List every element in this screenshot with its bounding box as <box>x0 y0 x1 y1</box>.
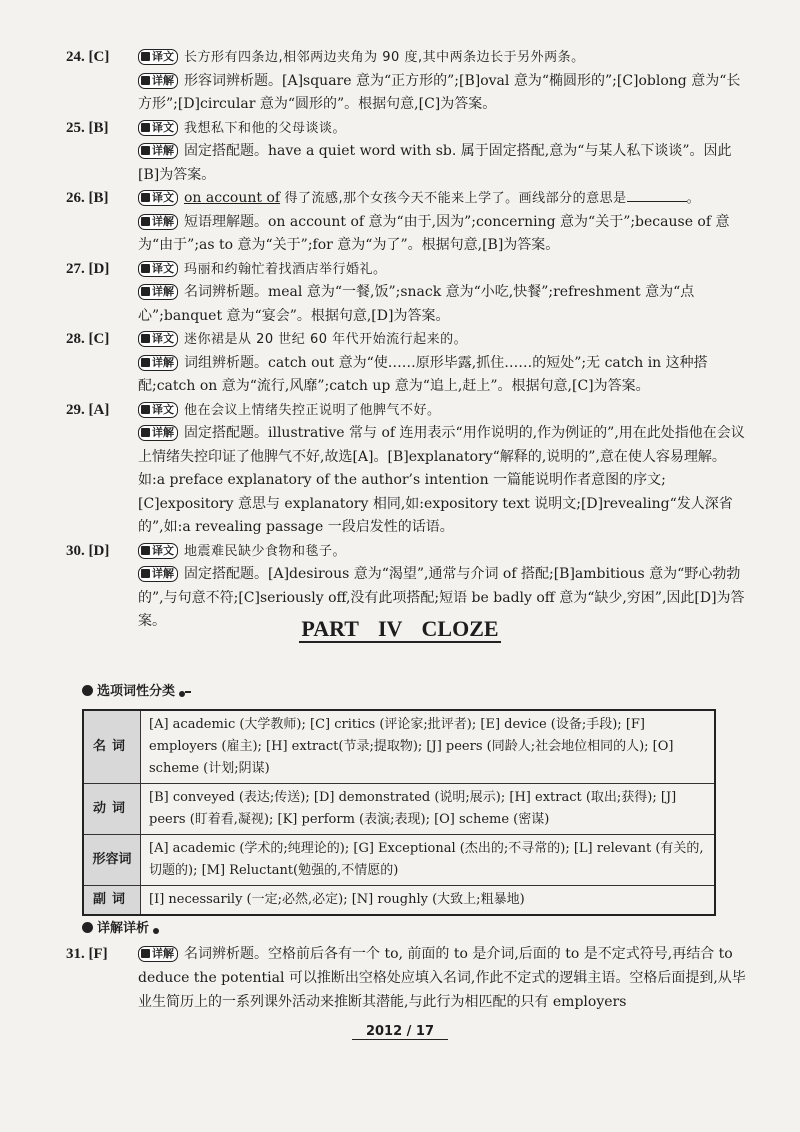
book-icon <box>141 287 150 296</box>
answer-number: 30. [D] <box>66 542 110 559</box>
explanation-text: 形容词辨析题。[A]square 意为“正方形的”;[B]oval 意为“椭圆形的”;[C]oblong 意为“长方形”;[D]circular 意为“圆形的”。根据句意,[C]为答案。 <box>138 72 741 112</box>
dot-icon <box>153 928 159 934</box>
answer-list <box>66 46 746 634</box>
book-icon <box>141 123 150 132</box>
bullet-icon <box>82 685 93 696</box>
table-row <box>83 886 715 916</box>
translation-badge: 译文 <box>138 331 178 347</box>
part-title: PART IV CLOZE <box>301 616 499 641</box>
book-icon <box>141 193 150 202</box>
answer-item-24 <box>66 46 746 117</box>
answer-item-28 <box>66 328 746 399</box>
pos-content: [A] academic (大学教师); [C] critics (评论家;批评者); [E] device (设备;手段); [F] employers (雇主); [H] extract(节录;提取物); [J] peers (同龄人;社会地位相同的人); [O] scheme (计划;阴谋) <box>141 710 716 784</box>
explanation-text: 名词辨析题。meal 意为“一餐,饭”;snack 意为“小吃,快餐”;refreshment 意为“点心”;banquet 意为“宴会”。根据句意,[D]为答案。 <box>138 284 695 324</box>
book-icon <box>141 949 150 958</box>
answer-number: 27. [D] <box>66 260 110 277</box>
translation-text: 迷你裙是从 20 世纪 60 年代开始流行起来的。 <box>184 332 468 347</box>
book-icon <box>141 428 150 437</box>
pos-category: 名词 <box>83 710 141 784</box>
translation-badge: 译文 <box>138 49 178 65</box>
book-icon <box>141 358 150 367</box>
pos-category: 形容词 <box>83 835 141 886</box>
book-icon <box>141 546 150 555</box>
answer-item-25 <box>66 117 746 188</box>
explanation-text: 名词辨析题。空格前后各有一个 to, 前面的 to 是介词,后面的 to 是不定式符号,再结合 to deduce the potential 可以推断出空格处应填入名词,作此不定式的逻辑主语。空格后面提到,从毕业生简历上的一系列课外活动来推断其潜能,与此行为相匹配的只有 employers <box>138 946 746 1010</box>
translation-end: 。 <box>686 191 701 206</box>
pos-category: 副词 <box>83 886 141 916</box>
underlined-phrase: on account of <box>184 190 281 206</box>
explanation-text: 短语理解题。on account of 意为“由于,因为”;concerning 意为“关于”;because of 意为“由于”;as to 意为“关于”;for 意为“为了”。根据句意,[B]为答案。 <box>138 213 730 253</box>
translation-text: 得了流感,那个女孩今天不能来上学了。画线部分的意思是 <box>284 191 627 206</box>
page-number: 2012 / 17 <box>0 1024 800 1039</box>
table-row <box>83 784 715 835</box>
explanation-badge: 详解 <box>138 946 178 962</box>
pos-table <box>82 709 716 916</box>
book-icon <box>141 76 150 85</box>
pos-content: [B] conveyed (表达;传送); [D] demonstrated (说明;展示); [H] extract (取出;获得); [J] peers (盯着看,凝视); [K] perform (表演;表现); [O] scheme (密谋) <box>141 784 716 835</box>
explanation-text: 固定搭配题。have a quiet word with sb. 属于固定搭配,意为“与某人私下谈谈”。因此[B]为答案。 <box>138 143 732 183</box>
explanation-badge: 详解 <box>138 566 178 582</box>
book-icon <box>141 569 150 578</box>
translation-text: 我想私下和他的父母谈谈。 <box>184 120 347 136</box>
answer-number: 28. [C] <box>66 331 110 347</box>
answer-item-31-body <box>66 942 746 1014</box>
translation-text: 玛丽和约翰忙着找酒店举行婚礼。 <box>184 261 387 277</box>
translation-badge: 译文 <box>138 120 178 136</box>
pos-category: 动词 <box>83 784 141 835</box>
explanation-text: 固定搭配题。illustrative 常与 of 连用表示“用作说明的,作为例证的”,用在此处指他在会议上情绪失控印证了他脾气不好,故选[A]。[B]explanatory“解释的,说明的”,意在使人容易理解。如:a preface explanatory of the author’s intention 一篇能说明作者意图的序文;[C]expository 意思与 explanatory 相同,如:expository text 说明文;[D]revealing“发人深省的”,如:a revealing passage 一段启发性的话语。 <box>138 425 745 535</box>
answer-item-26 <box>66 187 746 258</box>
bullet-icon <box>82 922 93 933</box>
answer-number: 31. [F] <box>66 946 108 962</box>
answer-item-29 <box>66 399 746 540</box>
translation-text: 长方形有四条边,相邻两边夹角为 90 度,其中两条边长于另外两条。 <box>184 50 585 65</box>
book-icon <box>141 146 150 155</box>
translation-badge: 译文 <box>138 190 178 206</box>
pos-content: [A] academic (学术的;纯理论的); [G] Exceptional (杰出的;不寻常的); [L] relevant (有关的,切题的); [M] Reluctant(勉强的,不情愿的) <box>141 835 716 886</box>
explanation-badge: 详解 <box>138 355 178 371</box>
translation-text: 地震难民缺少食物和毯子。 <box>184 543 347 559</box>
pos-content: [I] necessarily (一定;必然,必定); [N] roughly (大致上;粗暴地) <box>141 886 716 916</box>
answer-number: 29. [A] <box>66 401 110 418</box>
explanation-badge: 详解 <box>138 214 178 230</box>
explanation-badge: 详解 <box>138 284 178 300</box>
table-row <box>83 835 715 886</box>
answer-number: 26. [B] <box>66 190 109 206</box>
translation-badge: 译文 <box>138 543 178 559</box>
heading-rule <box>185 691 191 693</box>
answer-item-27 <box>66 258 746 329</box>
explanation-badge: 详解 <box>138 425 178 441</box>
explanation-badge: 详解 <box>138 143 178 159</box>
answer-number: 25. [B] <box>66 119 109 136</box>
book-icon <box>141 334 150 343</box>
translation-badge: 译文 <box>138 402 178 418</box>
translation-badge: 译文 <box>138 261 178 277</box>
explanation-text: 词组辨析题。catch out 意为“使……原形毕露,抓住……的短处”;无 catch in 这种搭配;catch on 意为“流行,风靡”;catch up 意为“追上,赶上”。根据句意,[C]为答案。 <box>138 354 708 394</box>
answer-number: 24. [C] <box>66 49 110 65</box>
book-icon <box>141 405 150 414</box>
explanation-text: 固定搭配题。[A]desirous 意为“渴望”,通常与介词 of 搭配;[B]ambitious 意为“野心勃勃的”,与句意不符;[C]seriously off,没有此项搭配;短语 be badly off 意为“缺少,穷困”,因此[D]为答案。 <box>138 566 745 629</box>
translation-text: 他在会议上情绪失控正说明了他脾气不好。 <box>184 402 441 418</box>
detail-section-heading: 详解详析 <box>82 917 159 936</box>
answer-item-31 <box>66 942 746 1014</box>
fill-blank <box>627 189 687 202</box>
book-icon <box>141 217 150 226</box>
explanation-badge: 详解 <box>138 73 178 89</box>
table-row <box>83 710 715 784</box>
pos-section-heading: 选项词性分类 <box>82 680 191 699</box>
book-icon <box>141 52 150 61</box>
book-icon <box>141 264 150 273</box>
